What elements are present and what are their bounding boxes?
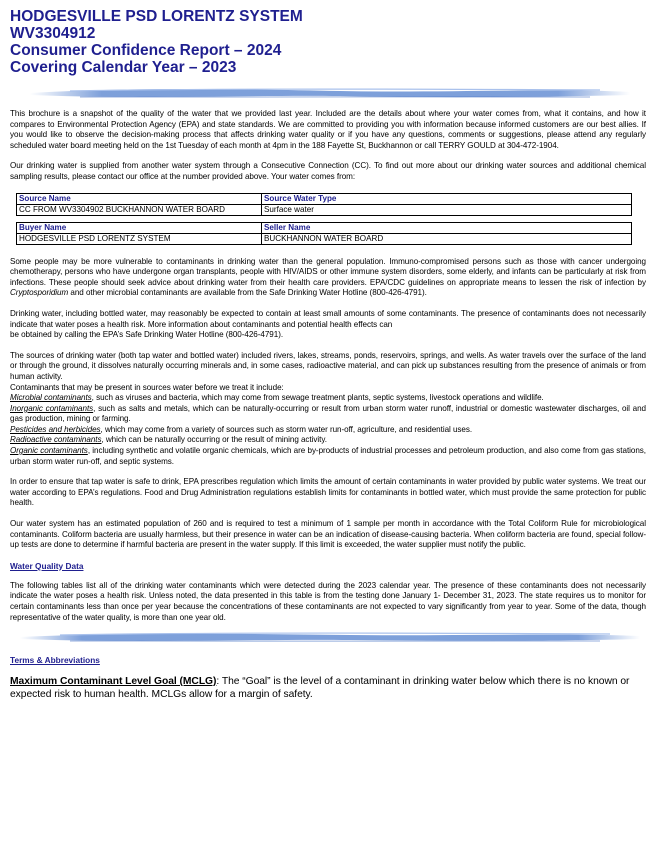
buyer-seller-table <box>16 222 632 245</box>
terms-heading: Terms & Abbreviations <box>10 655 100 666</box>
buyer-name-header: Buyer Name <box>17 222 262 233</box>
source-type-cell: Surface water <box>262 204 632 215</box>
contaminant-item <box>10 446 646 467</box>
source-name-cell: CC FROM WV3304902 BUCKHANNON WATER BOARD <box>17 204 262 215</box>
source-type-header: Source Water Type <box>262 193 632 204</box>
source-name-header: Source Name <box>17 193 262 204</box>
contaminant-term: Pesticides and herbicides <box>10 424 101 434</box>
contaminant-term: Microbial contaminants <box>10 393 92 403</box>
buyer-name-cell: HODGESVILLE PSD LORENTZ SYSTEM <box>17 233 262 244</box>
seller-name-cell: BUCKHANNON WATER BOARD <box>262 233 632 244</box>
intro-paragraph: This brochure is a snapshot of the quality of the water that we provided last year. Included are the details about where your water comes from, what it contains, and how it compares to Environmental Protection Agency (EPA) and state standards. We are committed to providing you with information because informed customers are our best allies. If you would like to observe the decision-making process that affects drinking water quality or if you have any questions, comments or suggestions, please attend any regularly scheduled water board meeting held on the 1st Tuesday of each month at 4pm in the 188 Fayette St, Buckhannon or call TERRY GOULD at 304-472-1904. <box>10 109 646 150</box>
vulnerable-paragraph <box>10 257 646 299</box>
contaminant-desc: , including synthetic and volatile organic chemicals, which are by-products of industrial processes and petroleum production, and also come from gas stations, urban storm water run-off, and septic systems. <box>10 446 646 466</box>
mclg-definition <box>10 675 646 701</box>
contaminant-item <box>10 435 646 446</box>
water-quality-heading: Water Quality Data <box>10 560 84 571</box>
mclg-text: : The “Goal” is the level of a contaminant in drinking water below which there is no known or expected risk to human health. MCLGs allow for a margin of safety. <box>10 676 630 701</box>
vulnerable-text-start: Some people may be more vulnerable to contaminants in drinking water than the general population. Immuno-compromised persons such as those with cancer undergoing chemotherapy, persons who have undergone organ transplants, people with HIV/AIDS or other immune system disorders, some elderly, and infants can be particularly at risk from infections. These people should seek advice about drinking water from their health care providers. EPA/CDC guidelines on appropriate means to lessen the risk of infection by <box>10 256 646 287</box>
contaminants-intro: Contaminants that may be present in sources water before we treat it include: <box>10 382 284 392</box>
contaminant-item <box>10 393 646 404</box>
bottled-water-paragraph <box>10 309 646 341</box>
water-quality-paragraph: The following tables list all of the drinking water contaminants which were detected during the 2023 calendar year. The presence of these contaminants does not necessarily indicate the water poses a health risk. Unless noted, the data presented in this table is from the testing done January 1- December 31, 2023. The state requires us to monitor for certain contaminants less than once per year because the concentrations of these contaminants are not expected to vary significantly from year to year. Some of the data, though representative of the water quality, is more than one year old. <box>10 580 646 622</box>
population-paragraph: Our water system has an estimated population of 260 and is required to test a minimum of 1 sample per month in accordance with the Total Coliform Rule for microbiological contaminants. Coliform bacteria are usually harmless, but their presence in water can be an indication of disease-causing bacteria. When coliform bacteria are found, special follow-up tests are done to determine if harmful bacteria are present in the water supply. If this limit is exceeded, the water supplier must notify the public. <box>10 519 646 550</box>
contaminant-term: Inorganic contaminants <box>10 403 94 413</box>
contaminant-desc: , which can be naturally occurring or the result of mining activity. <box>101 435 327 445</box>
source-table <box>16 193 632 216</box>
contaminant-desc: , such as salts and metals, which can be naturally-occurring or result from urban storm water runoff, industrial or domestic wastewater discharges, oil and gas production, mining or farming. <box>10 403 646 424</box>
system-id: WV3304912 <box>10 25 96 42</box>
bottled-line-1: Drinking water, including bottled water, may reasonably be expected to contain at least small amounts of some contaminants. The presence of contaminants does not necessarily indicate that water poses a health risk. More information about contaminants and potential health effects can <box>10 308 646 329</box>
report-header <box>10 8 646 76</box>
mclg-term: Maximum Contaminant Level Goal (MCLG) <box>10 676 217 688</box>
sources-paragraph: The sources of drinking water (both tap water and bottled water) included rivers, lakes, streams, ponds, reservoirs, springs, and wells. As water travels over the surface of the land or through the ground, it dissolves naturally occurring minerals and, in some cases, radioactive material, and can pick up substances resulting from the presence of animals or from human activity. <box>10 350 646 381</box>
cryptosporidium-term: Cryptosporidium <box>10 288 69 298</box>
contaminant-item <box>10 404 646 425</box>
vulnerable-text-end: and other microbial contaminants are available from the Safe Drinking Water Hotline (800-426-4791). <box>68 288 427 298</box>
contaminant-term: Radioactive contaminants <box>10 435 102 445</box>
brush-divider-bottom <box>10 627 646 647</box>
regulation-paragraph: In order to ensure that tap water is safe to drink, EPA prescribes regulation which limits the amount of certain contaminants in water provided by public water systems. We treat our water according to EPA’s regulations. Food and Drug Administration regulations establish limits for contaminants in bottled water, which must provide the same protection for public health. <box>10 477 646 508</box>
source-paragraph: Our drinking water is supplied from another water system through a Consecutive Connection (CC). To find out more about our drinking water sources and additional chemical sampling results, please contact our office at the number provided above. Your water comes from: <box>10 161 646 181</box>
brush-divider-top <box>10 83 646 103</box>
report-page <box>10 8 646 701</box>
report-period: Covering Calendar Year – 2023 <box>10 59 237 76</box>
contaminant-item <box>10 425 646 436</box>
bottled-line-2: be obtained by calling the EPA’s Safe Drinking Water Hotline (800-426-4791). <box>10 330 284 340</box>
seller-name-header: Seller Name <box>262 222 632 233</box>
contaminant-desc: , which may come from a variety of sources such as storm water run-off, agriculture, and residential uses. <box>100 424 473 434</box>
report-title: Consumer Confidence Report – 2024 <box>10 42 282 59</box>
contaminant-desc: , such as viruses and bacteria, which may come from sewage treatment plants, septic systems, livestock operations and wildlife. <box>91 393 544 403</box>
contaminant-term: Organic contaminants <box>10 446 88 456</box>
system-name: HODGESVILLE PSD LORENTZ SYSTEM <box>10 8 303 25</box>
